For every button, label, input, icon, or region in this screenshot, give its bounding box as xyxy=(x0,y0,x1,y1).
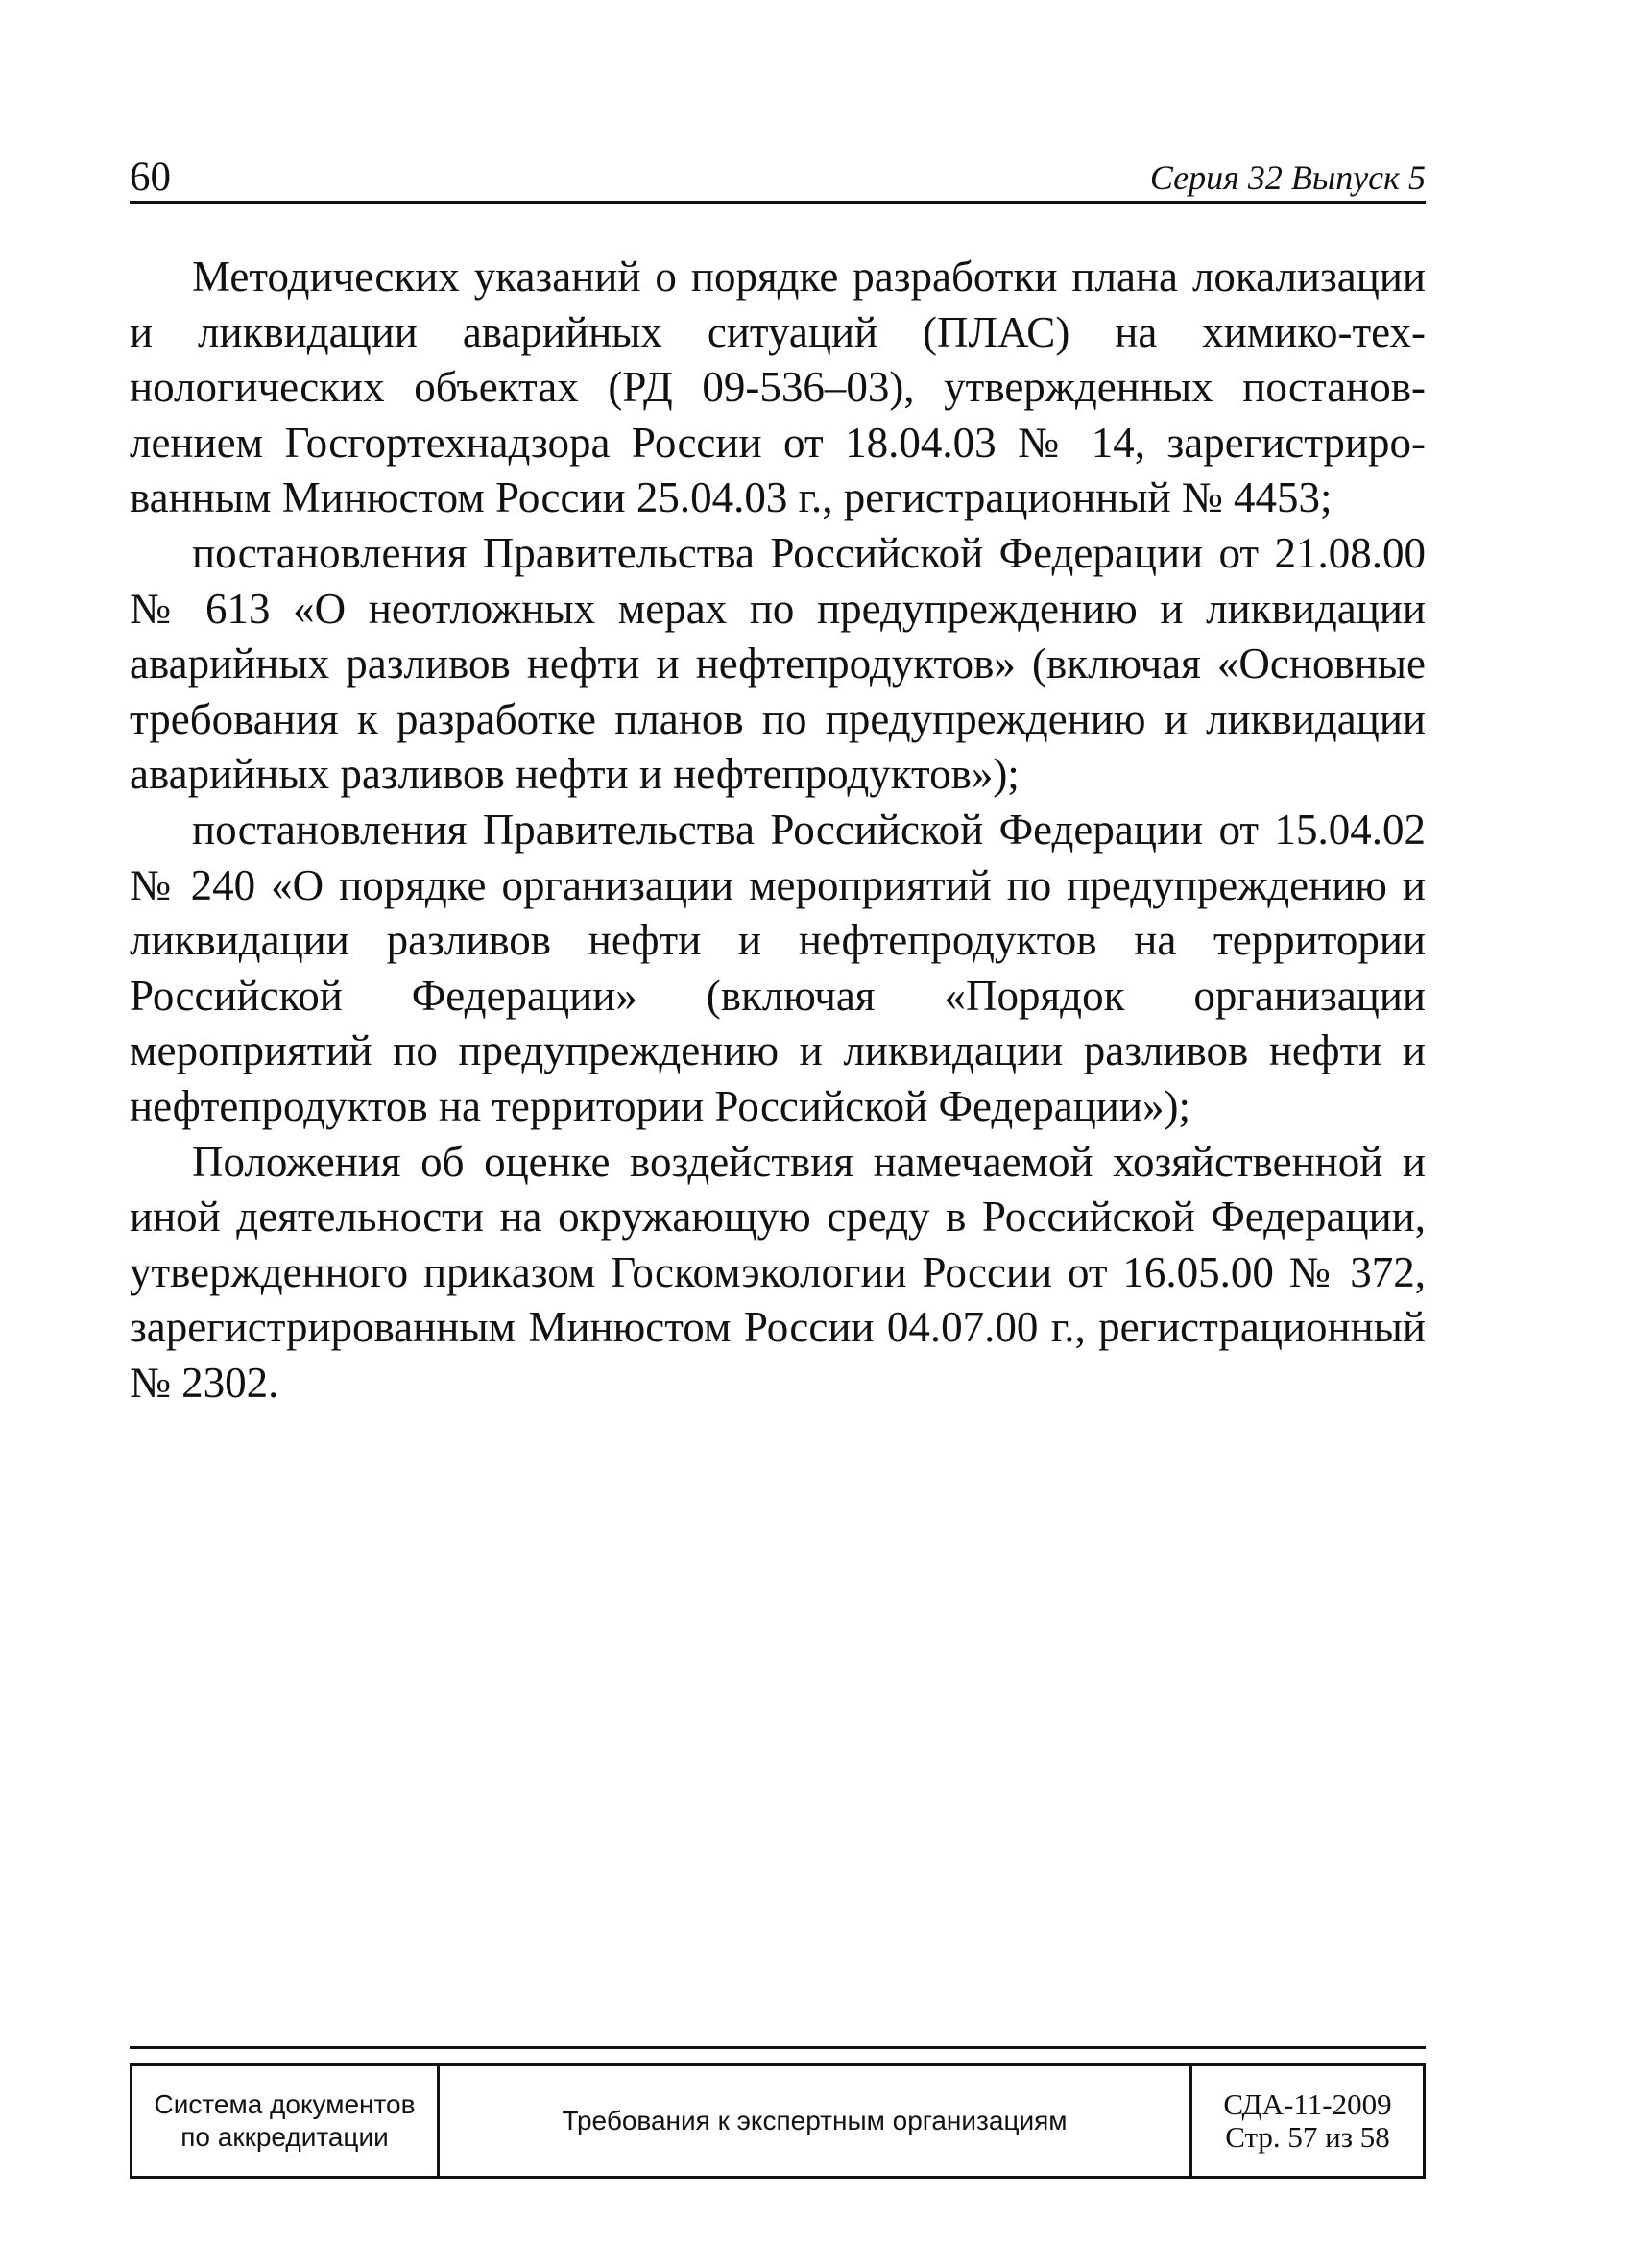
footer-system-line2: по аккредитации xyxy=(180,2122,389,2152)
header-rule xyxy=(130,201,1426,204)
footer-system-cell xyxy=(132,2066,440,2176)
footer-system-line1: Система документов xyxy=(154,2089,416,2119)
paragraph-methodical-guidelines: Методических указаний о порядке разработки плана локализации и ликвидации аварийных ситуаций (ПЛАС) на химико-технологических объектах (РД 09-536–03), утвержденных постановлением Госгортехнадзора России от 18.04.03 № 14, зарегистрированным Минюстом России 25.04.03 г., регистрационный № 4453; xyxy=(130,253,1426,522)
footer-page-ref: Стр. 57 из 58 xyxy=(1225,2120,1390,2154)
page-number: 60 xyxy=(130,155,171,200)
footer-doc-code: СДА-11-2009 xyxy=(1223,2087,1392,2121)
footer-code-cell xyxy=(1192,2066,1423,2176)
paragraph-resolution-613: постановления Правительства Российской Федерации от 21.08.00 № 613 «О неотложных мерах по предупреждению и ликвидации аварийных разливов нефти и нефтепродуктов» (включая «Основные требования к разработке планов по предупреждению и ликвидации аварийных разливов нефти и нефтепродуктов»); xyxy=(130,528,1426,799)
footer-table xyxy=(130,2063,1426,2179)
footer-title: Требования к экспертным организациям xyxy=(562,2106,1068,2135)
paragraph-impact-assessment-regulation: Положения об оценке воздействия намечаемой хозяйственной и иной деятельности на окружающую среду в Российской Федерации, утвержденного приказом Госкомэкологии России от 16.05.00 № 372, зарегистрированным Минюстом России 04.07.00 г., регистрационный № 2302. xyxy=(130,1137,1426,1407)
paragraph-resolution-240: постановления Правительства Российской Федерации от 15.04.02 № 240 «О порядке организации мероприятий по предупреждению и ликвидации разливов нефти и нефтепродуктов на территории Российской Федерации» (включая «Порядок организации мероприятий по предупреждению и ликвидации разливов нефти и нефтепродуктов на территории Российской Федерации»); xyxy=(130,805,1426,1130)
running-head xyxy=(130,149,1426,206)
series-label: Серия 32 Выпуск 5 xyxy=(1149,158,1426,197)
footer-rule xyxy=(130,2046,1426,2049)
body-text xyxy=(130,250,1426,1411)
footer-title-cell xyxy=(440,2066,1192,2176)
